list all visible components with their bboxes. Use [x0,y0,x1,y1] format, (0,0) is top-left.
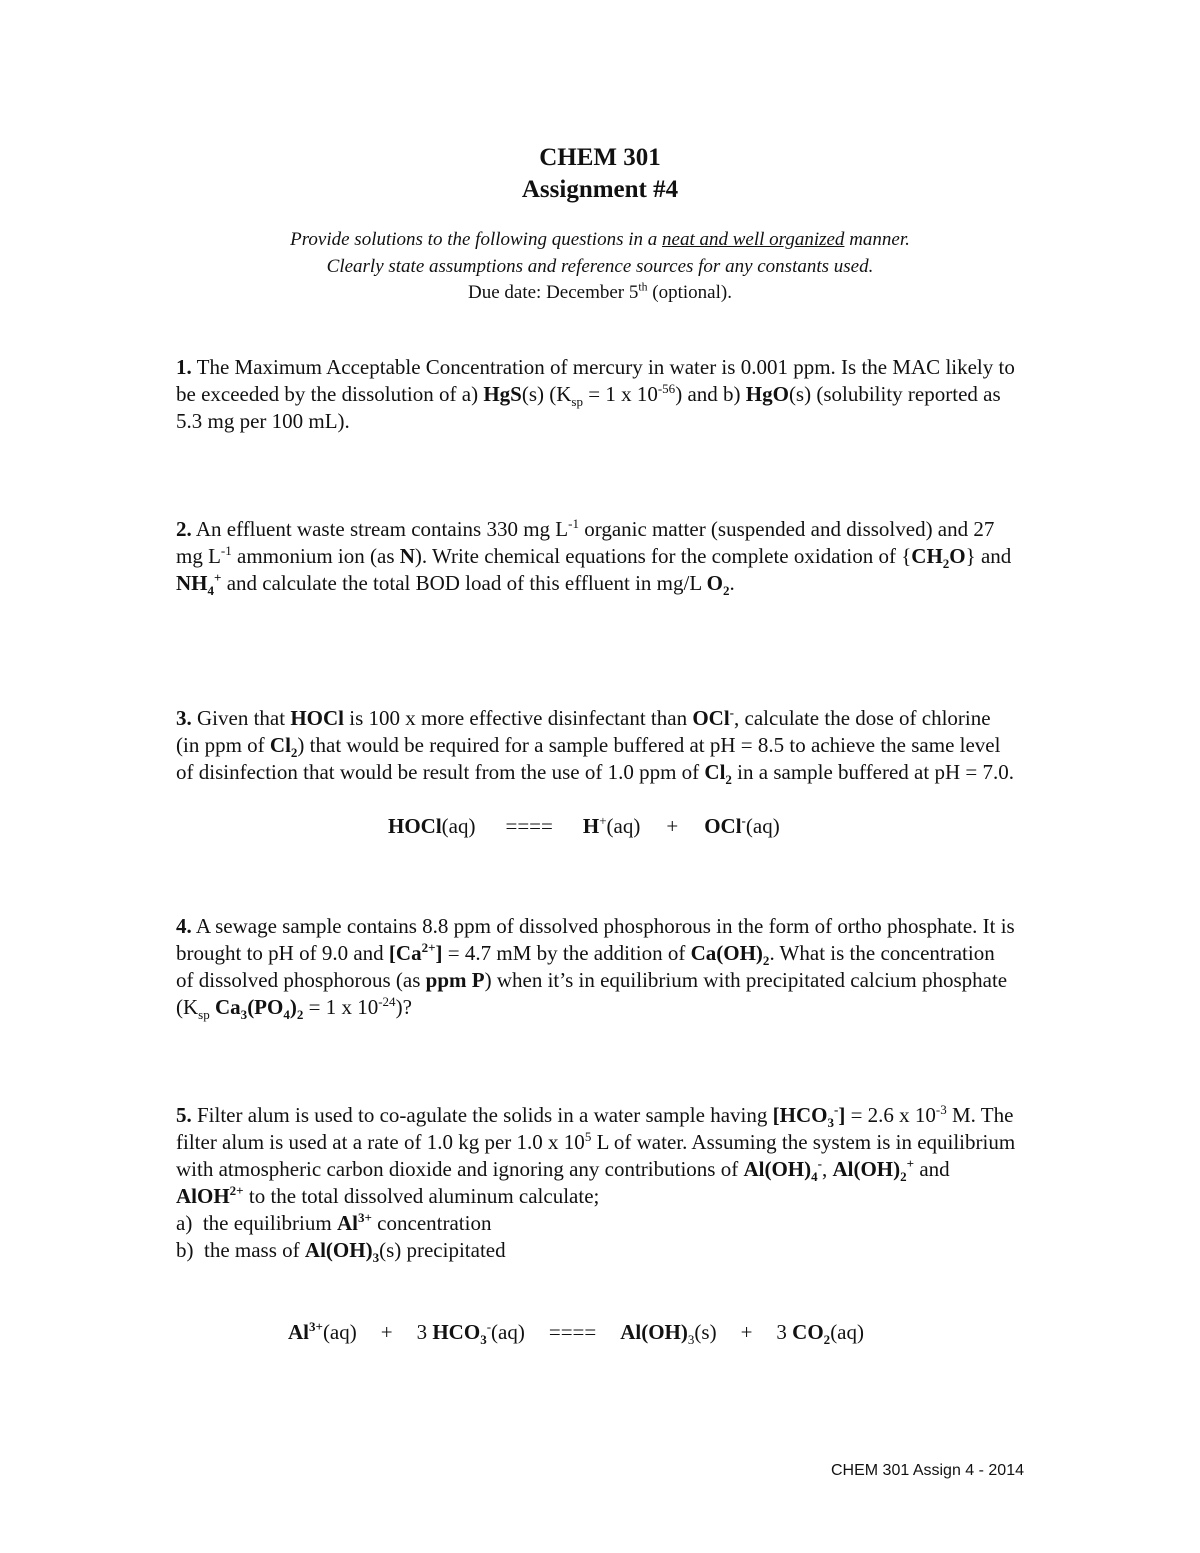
q-text: is 100 x more effective disinfectant than [343,706,693,730]
superscript: - [741,813,746,828]
subscript: 2 [900,1169,907,1185]
instr-text: Provide solutions to the following questions in a [290,229,663,250]
q-text: )? [395,995,412,1019]
q-text: and calculate the total BOD load of this effluent in mg/L [221,571,707,595]
formula: HgS [483,382,522,406]
subscript: 3 [687,1332,695,1348]
formula: Al [288,1320,309,1344]
state: (aq) [745,814,780,838]
subscript: 2 [762,953,770,969]
q-text: to the total dissolved aluminum calculate; [243,1184,600,1208]
subscript: 2 [296,1007,304,1023]
part-label: a) [176,1211,193,1235]
q-text: ) and b) [675,382,746,406]
formula: HgO [745,382,789,406]
question-4 [176,913,1016,1021]
q-text: L of water. Assuming the system is in equilibrium with atmospheric carbon dioxide and ignoring any contributions of [176,1130,1016,1181]
formula: CH [911,544,943,568]
formula: OCl [704,814,742,838]
question-number: 2. [176,517,192,541]
due-text: (optional). [647,282,732,303]
plus-sign: + [740,1320,753,1344]
formula: ) [289,995,297,1019]
formula: O [706,571,723,595]
q-text: . What is the concentration of dissolved phosphorous (as [176,941,995,992]
q-text: A sewage sample contains 8.8 ppm of dissolved phosphorous in the form of ortho phosphate. It is brought to pH of 9.0 and [176,914,1015,965]
q-text: = 1 x 10 [303,995,379,1019]
formula: Ca [215,995,241,1019]
due-date [0,282,1200,304]
instructions-line-1 [0,229,1200,251]
q-text: = 2.6 x 10 [845,1103,936,1127]
superscript: 2+ [229,1183,244,1198]
q-text: = 1 x 10 [583,382,658,406]
question-number: 1. [176,355,192,379]
superscript: - [486,1319,492,1334]
formula: HOCl [290,706,344,730]
superscript: -1 [568,516,579,531]
q-text: (s) (solubility reported as 5.3 mg per 100 mL). [176,382,1001,433]
q-text: M. The filter alum is used at a rate of 1.0 kg per 1.0 x 10 [176,1103,1014,1154]
instr-text: manner. [844,229,910,250]
superscript: -3 [935,1102,947,1117]
due-text: Due date: December 5 [468,282,639,303]
subscript: 4 [207,583,215,599]
question-number: 3. [176,706,192,730]
question-5 [176,1102,1016,1264]
formula: Ca(OH) [690,941,763,965]
subscript: 2 [725,772,732,788]
q-text: , [821,1157,833,1181]
question-1 [176,354,1016,435]
subscript: 3 [372,1250,380,1266]
subscript: 3 [480,1332,487,1348]
q-text: ). Write chemical equations for the complete oxidation of { [414,544,912,568]
formula: Al(OH) [743,1157,812,1181]
state: (aq) [441,814,476,838]
equilibrium-arrow: ==== [548,1320,597,1344]
formula: Al(OH) [304,1238,373,1262]
q-text: organic matter (suspended and dissolved) and 27 mg L [176,517,995,568]
subscript: sp [571,394,583,410]
formula: HOCl [388,814,442,838]
q-text: the mass of [204,1238,305,1262]
formula: (PO [247,995,284,1019]
coefficient: 3 [776,1320,787,1344]
formula: [Ca [388,941,422,965]
formula: Al(OH) [620,1320,688,1344]
q-text: . [729,571,735,595]
formula: NH [176,571,208,595]
state: (s) [694,1320,717,1344]
q-text: ) when it’s in equilibrium with precipitated calcium phosphate (K [176,968,1008,1019]
formula: [HCO [772,1103,828,1127]
formula: H [582,814,600,838]
formula: Cl [704,760,726,784]
subscript: 4 [283,1007,290,1023]
q-text: (s) precipitated [379,1238,506,1262]
formula: O [949,544,966,568]
superscript: -56 [657,381,676,396]
formula: Al [336,1211,358,1235]
superscript: 3+ [357,1210,372,1225]
question-number: 5. [176,1103,192,1127]
q-text: An effluent waste stream contains 330 mg L [191,517,569,541]
q-text: concentration [371,1211,492,1235]
q-text: The Maximum Acceptable Concentration of mercury in water is 0.001 ppm. Is the MAC likely to be exceeded by the dissolution of a) [176,355,1015,406]
state: (aq) [322,1320,357,1344]
formula: HCO [432,1320,481,1344]
subscript: 2 [942,556,950,572]
superscript: 2+ [421,940,436,955]
q-text: in a sample buffered at pH = 7.0. [731,760,1014,784]
superscript: + [906,1156,915,1171]
instructions-line-2: Clearly state assumptions and reference sources for any constants used. [326,256,874,277]
formula: OCl [692,706,730,730]
formula: Al(OH) [832,1157,901,1181]
subscript: 4 [811,1169,818,1185]
q-text: and [914,1157,950,1181]
q-text: Given that [191,706,291,730]
superscript: -24 [378,994,396,1009]
equation-hocl-dissociation [388,814,780,839]
subscript: 3 [240,1007,248,1023]
q-text: , calculate the dose of chlorine (in ppm of [176,706,991,757]
superscript: 3+ [309,1319,323,1334]
q-text: ammonium ion (as [231,544,400,568]
subscript: 3 [827,1115,834,1131]
superscript: - [833,1102,839,1117]
plus-sign: + [380,1320,393,1344]
subscript: 2 [723,583,730,599]
question-2 [176,516,1016,597]
superscript: - [729,705,735,720]
assignment-title: Assignment #4 [521,176,679,203]
subscript: 2 [823,1332,831,1348]
superscript: 5 [584,1129,592,1144]
q-text: the equilibrium [202,1211,337,1235]
coefficient: 3 [416,1320,428,1344]
q-text: } and [965,544,1012,568]
state: (aq) [830,1320,864,1344]
formula: N [399,544,415,568]
formula: ppm P [425,968,485,992]
instr-underline: neat and well organized [662,229,845,250]
formula: CO [792,1320,824,1344]
subscript: sp [198,1007,210,1023]
superscript: + [599,813,607,828]
plus-sign: + [666,814,679,838]
superscript: -1 [220,543,232,558]
state: (aq) [491,1320,525,1344]
formula: ] [838,1103,846,1127]
question-number: 4. [176,914,192,938]
formula: AlOH [176,1184,230,1208]
subscript: 2 [290,745,298,761]
q-text: ) that would be required for a sample buffered at pH = 8.5 to achieve the same level of disinfection that would be result from the use of 1.0 ppm of [176,733,1001,784]
formula: ] [435,941,443,965]
page-footer: CHEM 301 Assign 4 - 2014 [831,1462,1024,1479]
superscript: + [214,570,222,585]
q-text: Filter alum is used to co-agulate the solids in a water sample having [191,1103,773,1127]
question-3 [176,705,1016,786]
equation-alum [288,1319,864,1348]
state: (aq) [606,814,641,838]
equilibrium-arrow: ==== [505,814,553,838]
superscript: - [817,1156,822,1171]
part-label: b) [176,1238,194,1262]
q-text: = 4.7 mM by the addition of [442,941,691,965]
course-title: CHEM 301 [539,144,661,171]
formula: Cl [269,733,291,757]
due-sup: th [638,280,648,294]
q-text: (s) (K [521,382,572,406]
